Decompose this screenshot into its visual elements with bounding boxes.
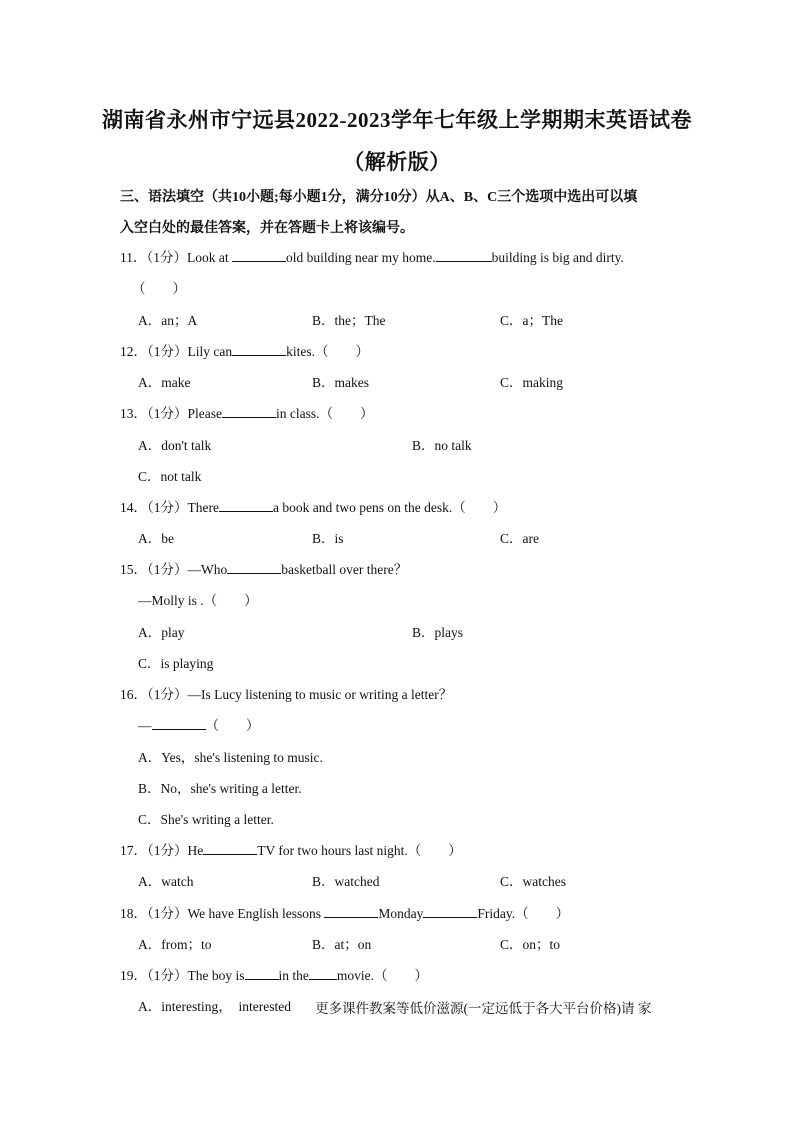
q17-option-a[interactable]: A．watch bbox=[138, 874, 194, 889]
q16-paren: （ ） bbox=[205, 718, 260, 733]
q18-blank-2 bbox=[423, 905, 477, 918]
q14-option-b[interactable]: B．is bbox=[312, 531, 344, 546]
q15-option-c[interactable]: C．is playing bbox=[138, 656, 214, 671]
question-19 bbox=[120, 966, 680, 986]
q16-option-b[interactable]: B．No，she's writing a letter. bbox=[138, 781, 302, 796]
q17-stem-b: TV for two hours last night.（ ） bbox=[257, 843, 462, 858]
q14-blank bbox=[219, 499, 273, 512]
q15-option-a[interactable]: A．play bbox=[138, 625, 185, 640]
q11-stem-b: old building near my home. bbox=[286, 250, 436, 265]
q15-dialog-reply: —Molly is .（ ） bbox=[138, 593, 258, 608]
q11-stem-c: building is big and dirty. bbox=[491, 250, 624, 265]
q11-blank-2 bbox=[436, 249, 492, 262]
q14-option-a[interactable]: A．be bbox=[138, 531, 174, 546]
q11-blank-1 bbox=[232, 249, 286, 262]
q12-blank bbox=[232, 343, 286, 356]
q19-stem-b: in the bbox=[278, 968, 309, 983]
question-11 bbox=[120, 248, 680, 268]
q11-answer-paren: （ ） bbox=[132, 281, 186, 296]
q17-option-c[interactable]: C．watches bbox=[500, 874, 566, 889]
q19-blank-2 bbox=[309, 967, 337, 980]
question-17 bbox=[120, 841, 680, 861]
q18-stem-c: Friday.（ ） bbox=[477, 906, 570, 921]
q18-stem-a: 18．（1分）We have English lessons bbox=[120, 906, 322, 921]
q16-dash: — bbox=[138, 718, 152, 733]
q14-stem-a: 14．（1分）There bbox=[120, 500, 219, 515]
q13-blank bbox=[222, 405, 276, 418]
q17-blank bbox=[203, 842, 257, 855]
q19-stem-c: movie.（ ） bbox=[336, 968, 428, 983]
page-subtitle: （解析版） bbox=[343, 150, 451, 174]
q12-stem-b: kites.（ ） bbox=[286, 344, 369, 359]
q18-option-a[interactable]: A．from；to bbox=[138, 937, 212, 952]
q14-stem-b: a book and two pens on the desk.（ ） bbox=[272, 500, 507, 515]
q15-stem-b: basketball over there？ bbox=[281, 562, 408, 577]
q12-option-b[interactable]: B．makes bbox=[312, 375, 369, 390]
q18-option-c[interactable]: C．on；to bbox=[500, 937, 561, 952]
section-heading: 三、语法填空（共10小题;每小题1分，满分10分）从A、B、C三个选项中选出可以填 bbox=[120, 190, 638, 205]
q13-option-a[interactable]: A．don't talk bbox=[138, 438, 212, 453]
q14-option-c[interactable]: C．are bbox=[500, 531, 539, 546]
q19-stem-a: 19．（1分）The boy is bbox=[120, 968, 245, 983]
q16-blank bbox=[152, 717, 206, 730]
question-16: 16．（1分）—Is Lucy listening to music or writing a letter？ bbox=[120, 687, 453, 702]
q13-option-c[interactable]: C．not talk bbox=[138, 469, 202, 484]
q18-blank-1 bbox=[324, 905, 378, 918]
q18-option-b[interactable]: B．at；on bbox=[312, 937, 372, 952]
q19-option-a[interactable]: A．interesting， interested bbox=[138, 999, 291, 1014]
q13-stem-a: 13．（1分）Please bbox=[120, 406, 222, 421]
question-12 bbox=[120, 342, 680, 362]
q19-blank-1 bbox=[245, 967, 279, 980]
q15-blank bbox=[227, 561, 281, 574]
q18-stem-b: Monday bbox=[378, 906, 424, 921]
question-14 bbox=[120, 498, 680, 518]
q15-stem-a: 15．（1分）—Who bbox=[120, 562, 228, 577]
q13-option-b[interactable]: B．no talk bbox=[412, 438, 472, 453]
q17-option-b[interactable]: B．watched bbox=[312, 874, 380, 889]
q16-option-a[interactable]: A．Yes，she's listening to music. bbox=[138, 750, 323, 765]
q11-stem-a: 11．（1分）Look at bbox=[120, 250, 229, 265]
q12-option-a[interactable]: A．make bbox=[138, 375, 191, 390]
section-heading-cont: 入空白处的最佳答案，并在答题卡上将该编号。 bbox=[120, 221, 414, 236]
q15-option-b[interactable]: B．plays bbox=[412, 625, 464, 640]
q17-stem-a: 17．（1分）He bbox=[120, 843, 204, 858]
q16-dialog-reply bbox=[138, 716, 698, 736]
q11-option-c[interactable]: C．a；The bbox=[500, 313, 563, 328]
question-15 bbox=[120, 560, 680, 580]
q16-option-c[interactable]: C．She's writing a letter. bbox=[138, 812, 274, 827]
q13-stem-b: in class.（ ） bbox=[276, 406, 374, 421]
question-18 bbox=[120, 904, 680, 924]
q11-option-b[interactable]: B．the；The bbox=[312, 313, 386, 328]
page-title: 湖南省永州市宁远县2022-2023学年七年级上学期期末英语试卷 bbox=[102, 108, 692, 132]
q12-stem-a: 12．（1分）Lily can bbox=[120, 344, 233, 359]
question-13 bbox=[120, 404, 680, 424]
promo-text: 更多课件教案等低价滋源(一定远低于各大平台价格)请 家 bbox=[315, 1001, 652, 1016]
q11-option-a[interactable]: A．an；A bbox=[138, 313, 198, 328]
q12-option-c[interactable]: C．making bbox=[500, 375, 563, 390]
